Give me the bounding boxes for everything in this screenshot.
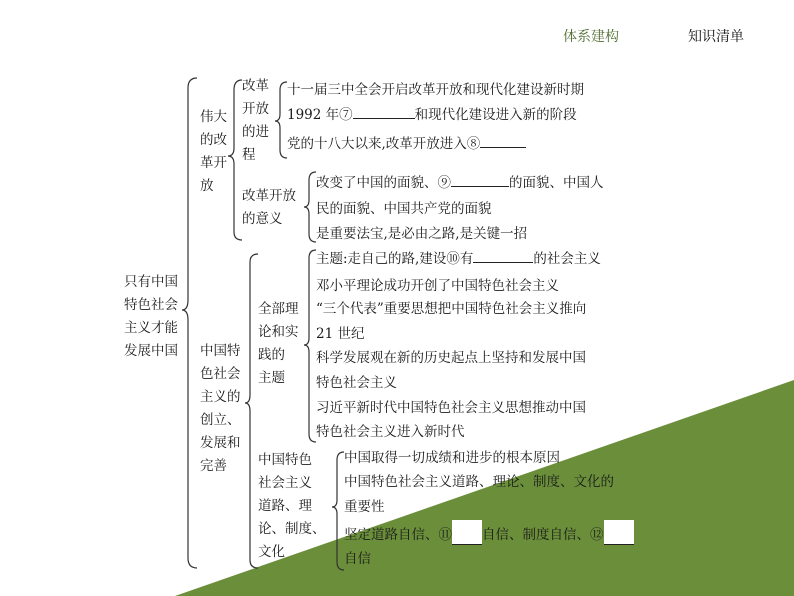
tab-knowledge-list[interactable]: 知识清单 [688,29,744,45]
theme-item-4: 21 世纪 [316,326,365,342]
process-item-3-a: 党的十八大以来,改革开放进入⑧ [287,136,481,152]
path-item-5: 自信 [344,551,371,567]
blank-10[interactable] [473,248,533,263]
path-item-4-a: 坚定道路自信、⑪ [344,527,452,543]
theme-item-6: 特色社会主义 [316,375,397,391]
tab-system-construction[interactable]: 体系建构 [563,29,619,45]
reform-process-title: 改革 开放 的进 程 [242,78,269,163]
meaning-item-1-a: 改变了中国的面貌、⑨ [316,175,451,191]
branch-reform-title: 伟大 的改 革开 放 [200,109,227,194]
path-item-4 [344,520,634,547]
blank-9[interactable] [451,172,509,187]
theme-item-3: “三个代表”重要思想把中国特色社会主义推向 [316,301,587,317]
theme-item-1-b: 的社会主义 [533,251,601,267]
reform-meaning-title: 改革开放 的意义 [242,188,296,227]
meaning-item-1 [316,172,604,195]
path-item-2: 中国特色社会主义道路、理论、制度、文化的 [344,474,614,490]
path-item-3: 重要性 [344,499,385,515]
theme-item-8: 特色社会主义进入新时代 [316,424,465,440]
process-item-1: 十一届三中全会开启改革开放和现代化建设新时期 [287,82,584,98]
process-item-2-b: 和现代化建设进入新的阶段 [414,107,577,123]
path-title: 中国特色 社会主义 道路、理 论、制度、 文化 [258,452,326,560]
blank-11[interactable] [452,520,482,545]
theme-item-2: 邓小平理论成功开创了中国特色社会主义 [316,278,559,294]
theme-title: 全部理 论和实 践的 主题 [258,301,299,386]
root-topic: 只有中国 特色社会 主义才能 发展中国 [124,274,178,359]
theme-item-7: 习近平新时代中国特色社会主义思想推动中国 [316,400,586,416]
meaning-item-1-b: 的面貌、中国人 [509,175,604,191]
theme-item-1-a: 主题:走自己的路,建设⑩有 [316,251,474,267]
process-item-3 [287,133,526,156]
theme-item-1 [316,248,601,271]
meaning-item-2: 民的面貌、中国共产党的面貌 [316,201,492,217]
blank-7[interactable] [353,104,415,119]
meaning-item-3: 是重要法宝,是必由之路,是关键一招 [316,226,528,242]
path-item-4-b: 自信、制度自信、⑫ [482,527,604,543]
theme-item-5: 科学发展观在新的历史起点上坚持和发展中国 [316,350,586,366]
process-item-2 [287,104,577,127]
path-item-1: 中国取得一切成绩和进步的根本原因 [344,450,560,466]
branch-socialism-title: 中国特 色社会 主义的 创立、 发展和 完善 [200,343,241,474]
blank-8[interactable] [480,133,526,148]
process-item-2-a: 1992 年⑦ [287,107,353,123]
blank-12[interactable] [604,520,634,545]
